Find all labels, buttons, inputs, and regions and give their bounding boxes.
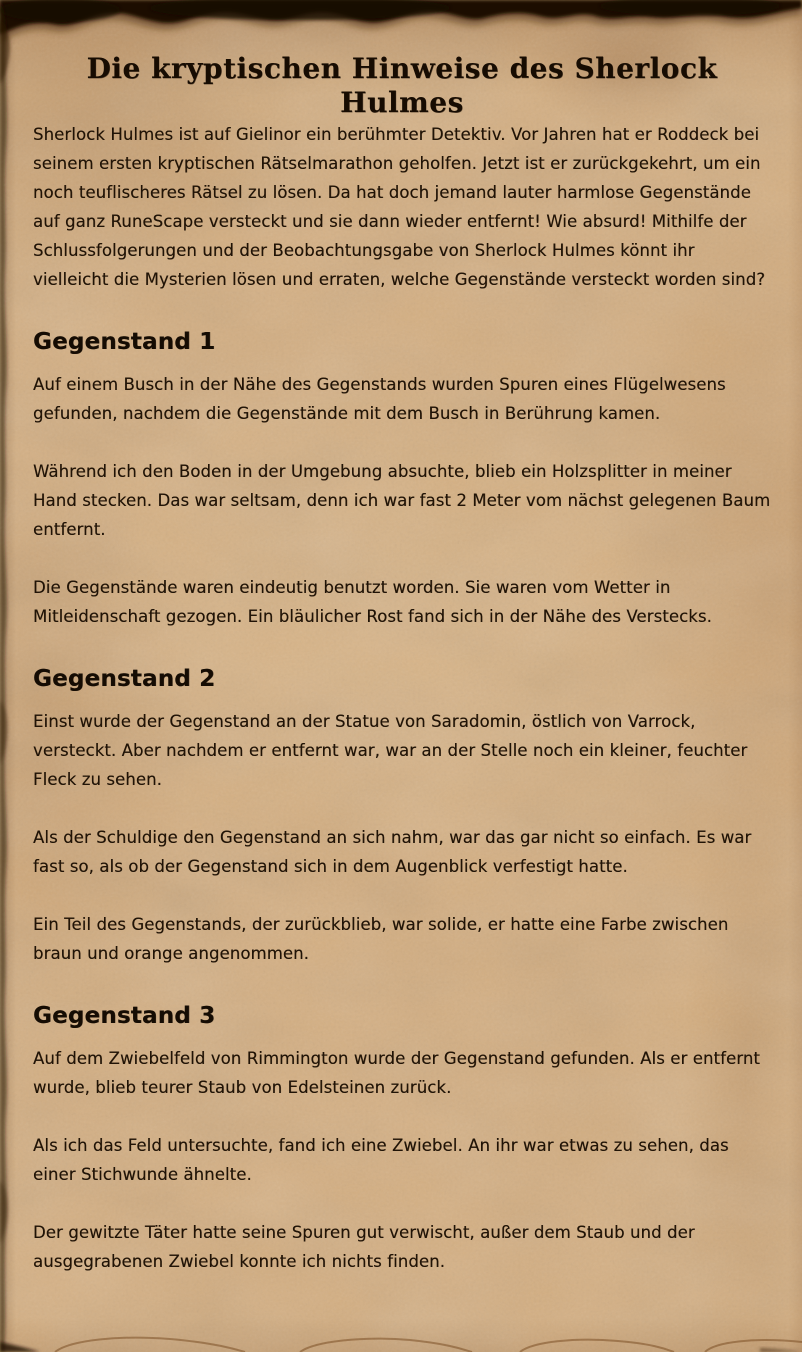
section-gegenstand-2 <box>33 666 771 968</box>
page-title: Die kryptischen Hinweise des Sherlock Hulmes <box>86 52 718 119</box>
paragraph: Die Gegenstände waren eindeutig benutzt worden. Sie waren vom Wetter in Mitleidenschaft gezogen. Ein bläulicher Rost fand sich in der Nähe des Verstecks. <box>33 578 712 626</box>
section-gegenstand-3 <box>33 1003 771 1276</box>
paragraph: Während ich den Boden in der Umgebung absuchte, blieb ein Holzsplitter in meiner Hand stecken. Das war seltsam, denn ich war fast 2 Meter vom nächst gelegenen Baum entfernt. <box>33 462 771 539</box>
paragraph: Auf einem Busch in der Nähe des Gegenstands wurden Spuren eines Flügelwesens gefunden, nachdem die Gegenstände mit dem Busch in Berührung kamen. <box>33 375 726 423</box>
paragraph: Auf dem Zwiebelfeld von Rimmington wurde der Gegenstand gefunden. Als er entfernt wurde, blieb teurer Staub von Edelsteinen zurück. <box>33 1049 761 1097</box>
section-heading: Gegenstand 2 <box>33 666 216 692</box>
paragraph: Einst wurde der Gegenstand an der Statue von Saradomin, östlich von Varrock, versteckt. Aber nachdem er entfernt war, war an der Stelle noch ein kleiner, feuchter Fleck zu sehen. <box>33 712 748 789</box>
paragraph: Als ich das Feld untersuchte, fand ich eine Zwiebel. An ihr war etwas zu sehen, das einer Stichwunde ähnelte. <box>33 1136 729 1184</box>
paragraph: Ein Teil des Gegenstands, der zurückblieb, war solide, er hatte eine Farbe zwischen braun und orange angenommen. <box>33 915 729 963</box>
torn-edge-left <box>0 0 7 1352</box>
paragraph: Als der Schuldige den Gegenstand an sich nahm, war das gar nicht so einfach. Es war fast so, als ob der Gegenstand sich in dem Augenblick verfestigt hatte. <box>33 828 752 876</box>
document-content <box>33 0 771 1305</box>
section-gegenstand-1 <box>33 329 771 631</box>
paragraph: Der gewitzte Täter hatte seine Spuren gut verwischt, außer dem Staub und der ausgegrabenen Zwiebel konnte ich nichts finden. <box>33 1223 695 1271</box>
section-heading: Gegenstand 3 <box>33 1003 216 1029</box>
section-heading: Gegenstand 1 <box>33 329 216 355</box>
torn-edge-bottom <box>55 1338 802 1352</box>
intro-paragraph: Sherlock Hulmes ist auf Gielinor ein berühmter Detektiv. Vor Jahren hat er Roddeck bei seinem ersten kryptischen Rätselmarathon geholfen. Jetzt ist er zurückgekehrt, um ein noch teuflischeres Rätsel zu lösen. Da hat doch jemand lauter harmlose Gegenstände auf ganz RuneScape versteckt und sie dann wieder entfernt! Wie absurd! Mithilfe der Schlussfolgerungen und der Beobachtungsgabe von Sherlock Hulmes könnt ihr vielleicht die Mysterien lösen und erraten, welche Gegenstände versteckt worden sind? <box>33 125 766 289</box>
